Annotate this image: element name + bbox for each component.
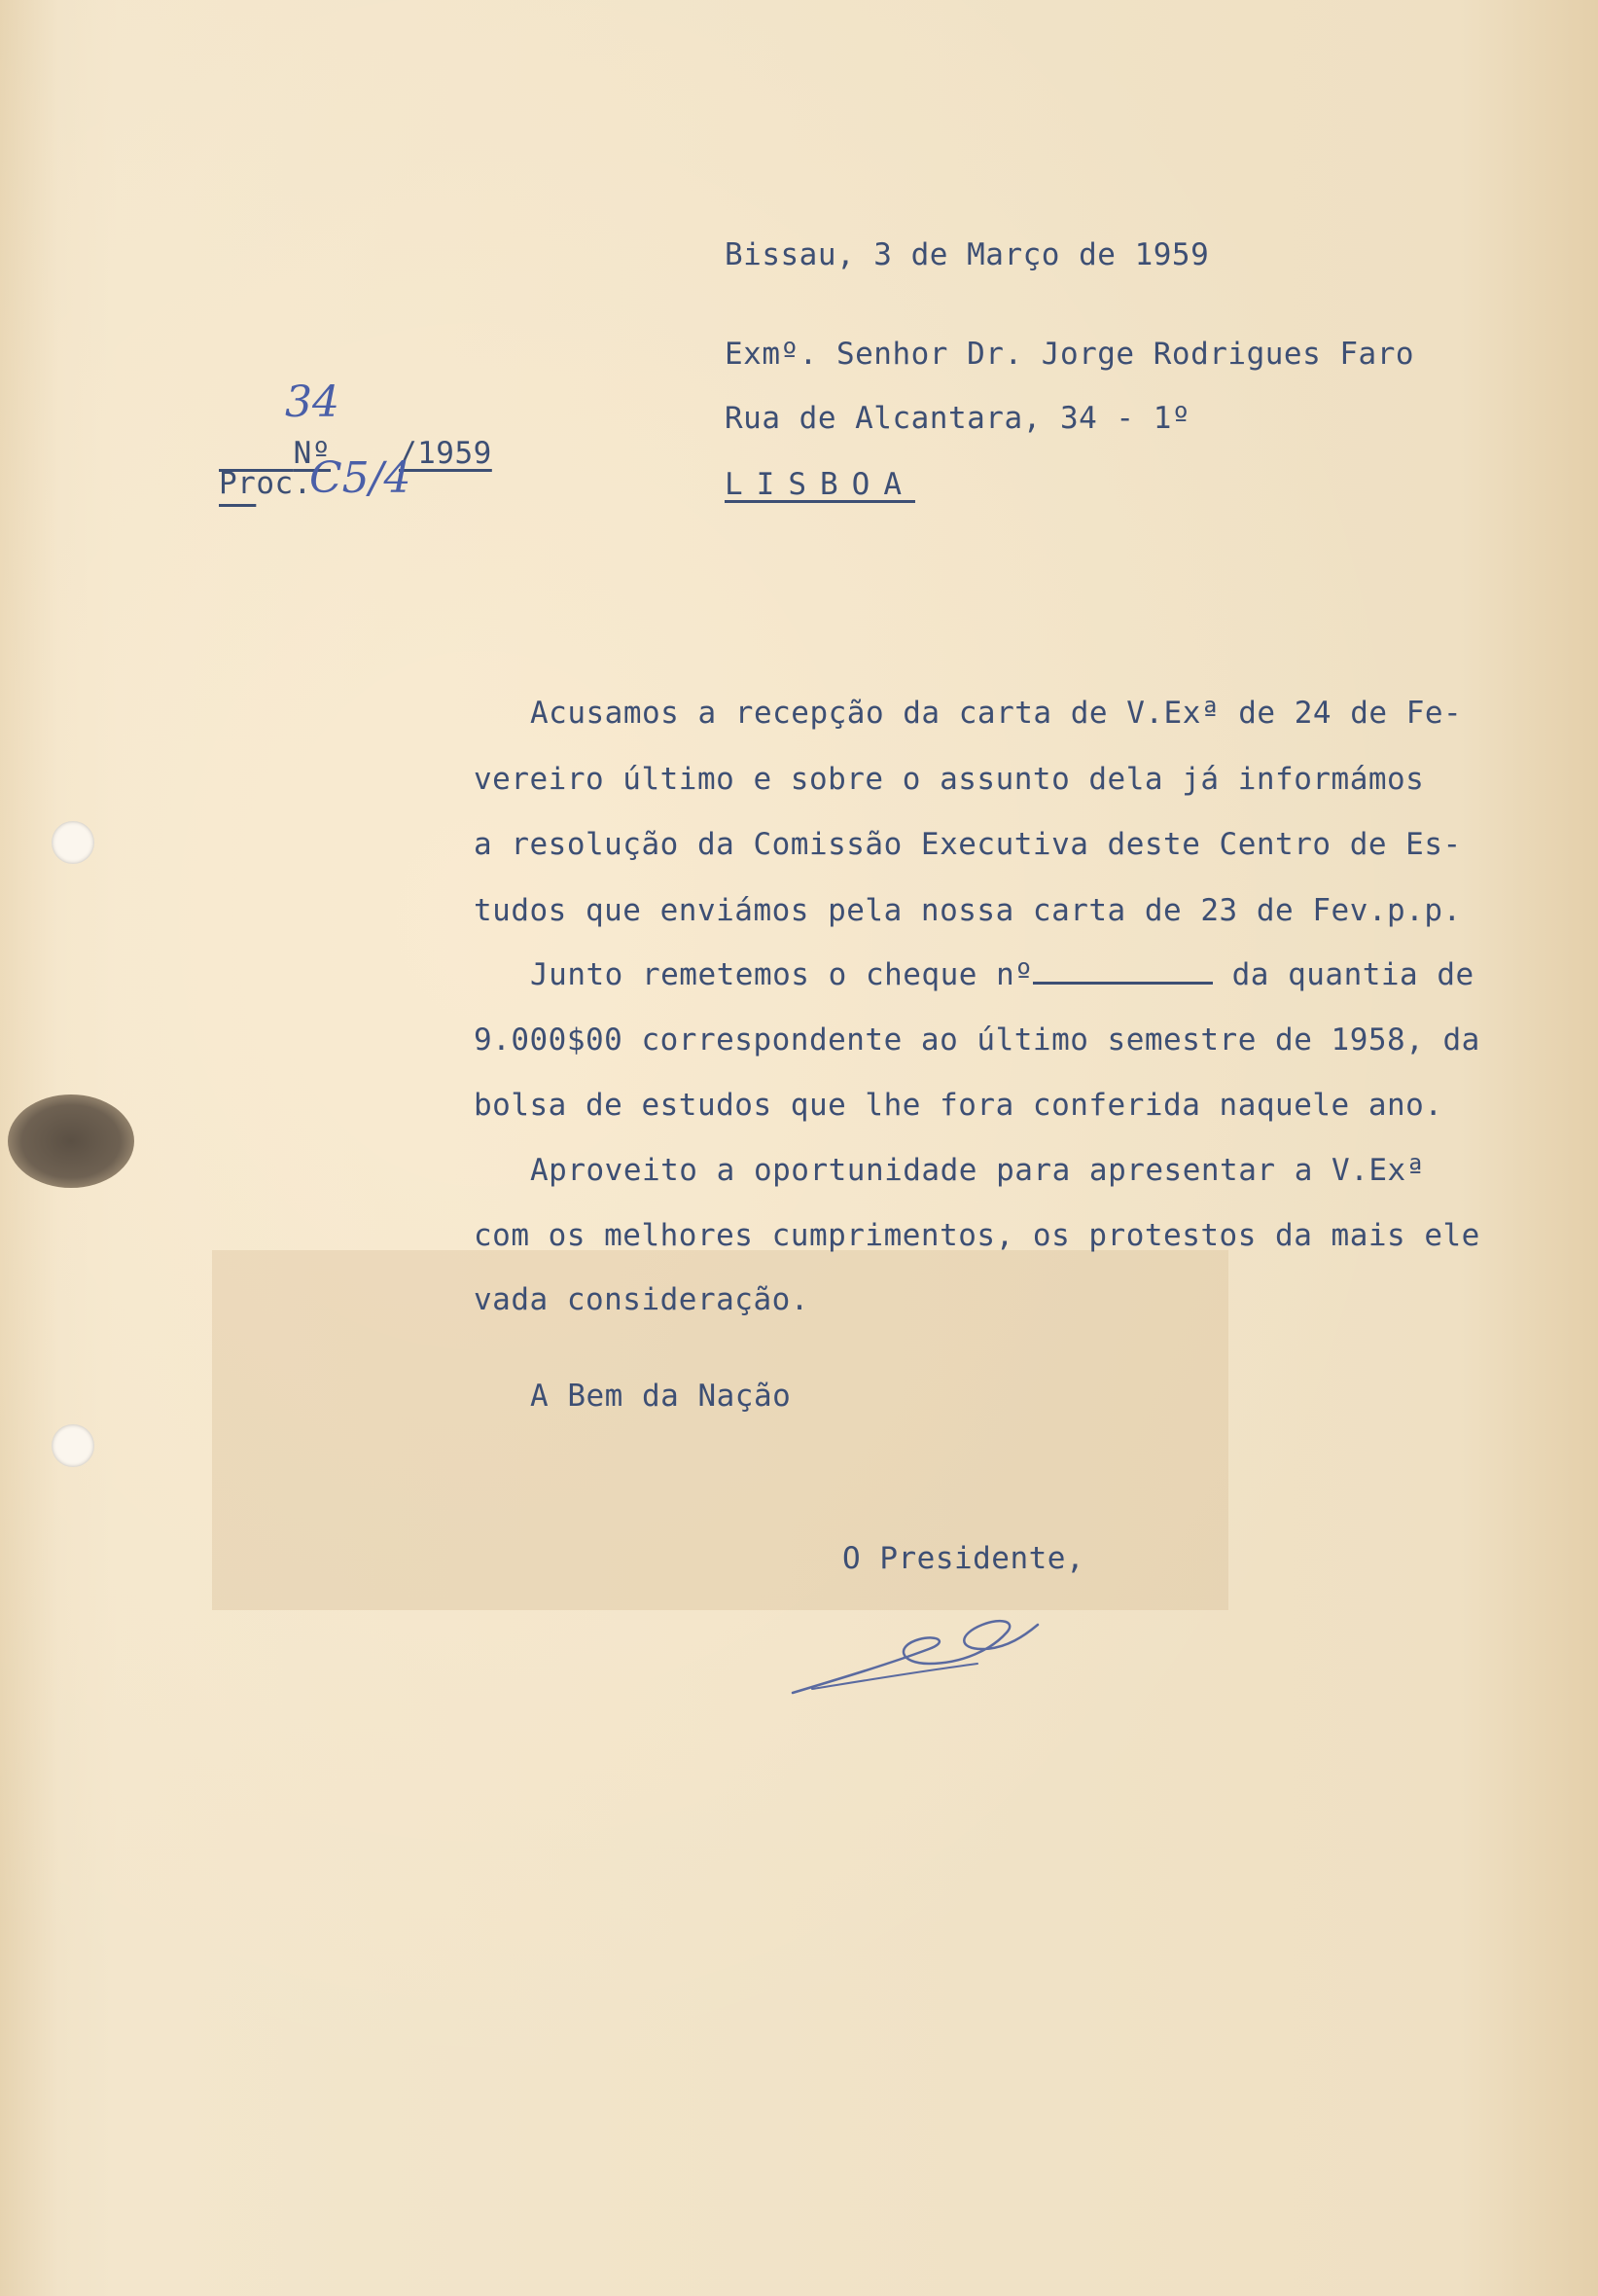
burn-mark (8, 1094, 134, 1188)
process-label: Proc. (219, 466, 312, 501)
cheque-number-blank (1033, 958, 1213, 985)
body-line: vada consideração. (474, 1282, 809, 1317)
body-line: a resolução da Comissão Executiva deste Centro de Es- (474, 827, 1462, 862)
body-line: Aproveito a oportunidade para apresentar a V.Exª (530, 1153, 1425, 1188)
body-line: vereiro último e sobre o assunto dela já informámos (474, 762, 1425, 797)
punch-hole-bottom (52, 1424, 94, 1467)
body-line-cheque (530, 957, 1474, 992)
punch-hole-top (52, 821, 94, 864)
reference-number-prefix: Nº (293, 436, 331, 471)
letter-date: Bissau, 3 de Março de 1959 (725, 237, 1210, 272)
president-signature (783, 1596, 1046, 1703)
reference-number-year: /1959 (398, 436, 492, 471)
body-line: tudos que enviámos pela nossa carta de 23 de Fev.p.p. (474, 893, 1462, 928)
recipient-name: Exmº. Senhor Dr. Jorge Rodrigues Faro (725, 337, 1415, 372)
reference-number-handwritten: 34 (285, 377, 339, 427)
body-line: Acusamos a recepção da carta de V.Exª de 24 de Fe- (530, 696, 1463, 731)
body-line: 9.000$00 correspondente ao último semestre de 1958, da (474, 1022, 1480, 1058)
signatory-title: O Presidente, (842, 1541, 1085, 1576)
closing-salutation: A Bem da Nação (530, 1379, 792, 1414)
cheque-text-before: Junto remetemos o cheque nº (530, 957, 1034, 992)
recipient-city: LISBOA (725, 467, 915, 502)
cheque-text-after: da quantia de (1213, 957, 1474, 992)
recipient-address: Rua de Alcantara, 34 - 1º (725, 401, 1191, 436)
body-line: bolsa de estudos que lhe fora conferida naquele ano. (474, 1088, 1443, 1123)
process-handwritten: C5/4 (309, 453, 411, 503)
body-line: com os melhores cumprimentos, os protestos da mais ele (474, 1218, 1480, 1253)
